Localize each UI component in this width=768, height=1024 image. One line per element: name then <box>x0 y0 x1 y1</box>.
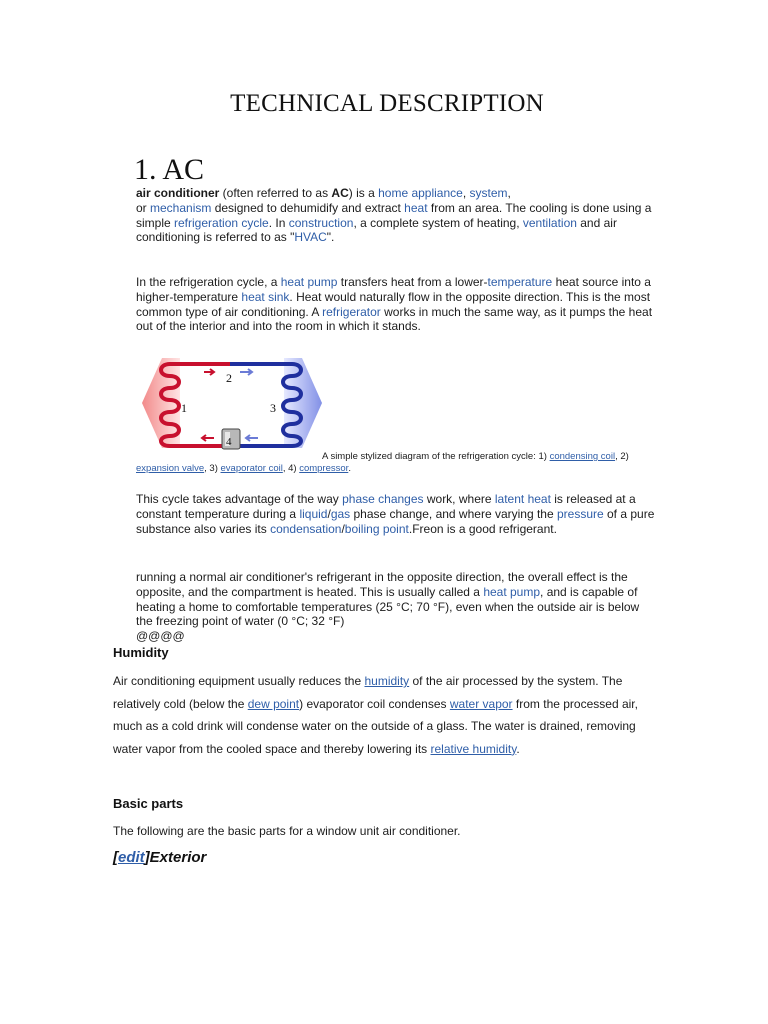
text: works in much the same way, as it pumps the heat out of the interior and into the room in which it stands. <box>136 304 653 334</box>
link-gas[interactable]: gas <box>330 506 351 521</box>
text: / <box>327 506 331 521</box>
text: A simple stylized diagram of the refrigeration cycle: 1) <box>322 451 550 462</box>
text: work, where <box>423 492 495 506</box>
link-relative-humidity[interactable]: relative humidity <box>430 741 517 756</box>
text: or <box>136 200 151 215</box>
link-evaporator-coil[interactable]: evaporator coil <box>220 463 283 474</box>
text: Air conditioning equipment usually reduces the <box>113 674 365 688</box>
flow-arrow-icon <box>202 435 214 441</box>
text: from an area. The cooling is done using a simple <box>136 200 652 230</box>
text: . In <box>268 215 289 230</box>
text: This cycle takes advantage of the way <box>136 492 343 506</box>
flow-arrow-icon <box>240 369 252 375</box>
page-title: TECHNICAL DESCRIPTION <box>230 90 544 117</box>
exterior-heading <box>113 849 206 866</box>
basic-parts-heading: Basic parts <box>113 796 184 811</box>
text: In the refrigeration cycle, a <box>136 275 281 289</box>
link-phase-changes[interactable]: phase changes <box>342 492 424 506</box>
exterior-label: Exterior <box>149 849 207 866</box>
link-heat-sink[interactable]: heat sink <box>241 289 290 304</box>
humidity-paragraph <box>113 670 653 760</box>
diagram-caption <box>136 451 656 475</box>
text: @@@@ <box>136 629 185 644</box>
link-heat-pump[interactable]: heat pump <box>280 275 338 289</box>
link-system[interactable]: system <box>469 186 508 200</box>
link-refrigeration-cycle[interactable]: refrigeration cycle <box>174 215 269 230</box>
diagram-label-2: 2 <box>226 371 232 385</box>
text: heat source into a higher-temperature <box>136 275 651 304</box>
edit-link[interactable]: edit <box>118 849 145 866</box>
link-pressure[interactable]: pressure <box>556 506 604 521</box>
text: / <box>341 521 345 536</box>
link-temperature[interactable]: temperature <box>487 275 553 289</box>
link-construction[interactable]: construction <box>288 215 354 230</box>
text: running a normal air conditioner's refrigerant in the opposite direction, the overall effect is the opposite, and the compartment is heated. This is usually called a <box>136 570 628 599</box>
link-heat-pump-2[interactable]: heat pump <box>483 584 541 599</box>
link-liquid[interactable]: liquid <box>299 506 328 521</box>
intro-paragraph <box>136 186 656 245</box>
text: , 2) <box>615 451 629 462</box>
text: . <box>348 463 351 474</box>
refrigeration-cycle-diagram <box>140 352 330 454</box>
text: is released at a constant temperature during a <box>136 492 636 521</box>
diagram-label-3: 3 <box>270 401 276 415</box>
link-home-appliance[interactable]: home appliance <box>378 186 463 200</box>
link-expansion-valve[interactable]: expansion valve <box>136 463 205 474</box>
link-heat[interactable]: heat <box>404 200 428 215</box>
link-compressor[interactable]: compressor <box>299 463 349 474</box>
text: from the processed air, much as a cold drink will condense water on the outside of a glass. The water is drained, removing water vapor from the cooled space and thereby lowering its <box>113 696 638 756</box>
link-water-vapor[interactable]: water vapor <box>449 696 513 711</box>
section-heading-ac: 1. AC <box>134 153 205 186</box>
diagram-label-1: 1 <box>181 401 187 415</box>
text: , <box>462 186 470 200</box>
text: phase change, and where varying the <box>350 506 557 521</box>
text: , and is capable of heating a home to comfortable temperatures (25 °C; 70 °F), even when the outside air is below the freezing point of water (0 °C; 32 °F) <box>136 584 640 629</box>
diagram-label-4: 4 <box>226 436 232 448</box>
text: (often referred to as <box>219 186 332 200</box>
bracket-close: ] <box>144 849 150 866</box>
heat-pump-paragraph <box>136 570 656 644</box>
link-condensing-coil[interactable]: condensing coil <box>549 451 616 462</box>
link-boiling-point[interactable]: boiling point <box>344 521 409 536</box>
text: . <box>516 741 520 756</box>
text: , 3) <box>204 463 221 474</box>
link-refrigerator[interactable]: refrigerator <box>322 304 381 319</box>
link-humidity[interactable]: humidity <box>364 674 410 688</box>
flow-arrow-icon <box>246 435 258 441</box>
refrigeration-cycle-paragraph <box>136 275 656 334</box>
text: of a pure substance also varies its <box>136 506 655 536</box>
term-air-conditioner: air conditioner <box>136 186 220 200</box>
text: transfers heat from a lower- <box>337 275 488 289</box>
link-mechanism[interactable]: mechanism <box>150 200 212 215</box>
link-ventilation[interactable]: ventilation <box>522 215 577 230</box>
text: , a complete system of heating, <box>353 215 523 230</box>
text: .Freon is a good refrigerant. <box>408 521 557 536</box>
flow-arrow-icon <box>204 369 214 375</box>
text: designed to dehumidify and extract <box>211 200 405 215</box>
link-condensation[interactable]: condensation <box>270 521 342 536</box>
text: ) evaporator coil condenses <box>299 696 450 711</box>
text: ) is a <box>348 186 379 200</box>
term-ac: AC <box>331 186 349 200</box>
bracket-open: [ <box>113 849 118 866</box>
link-hvac[interactable]: HVAC <box>294 230 327 245</box>
text: . Heat would naturally flow in the opposite direction. This is the most common type of air conditioning. A <box>136 289 651 319</box>
text: of the air processed by the system. The relatively cold (below the <box>113 674 623 711</box>
text: ". <box>326 230 335 245</box>
basic-parts-paragraph: The following are the basic parts for a window unit air conditioner. <box>113 824 461 838</box>
text: , <box>507 186 511 200</box>
humidity-heading: Humidity <box>113 645 169 660</box>
link-latent-heat[interactable]: latent heat <box>494 492 551 506</box>
text: , 4) <box>282 463 300 474</box>
phase-change-paragraph <box>136 492 656 536</box>
link-dew-point[interactable]: dew point <box>247 696 300 711</box>
text: and air conditioning is referred to as " <box>136 215 617 245</box>
